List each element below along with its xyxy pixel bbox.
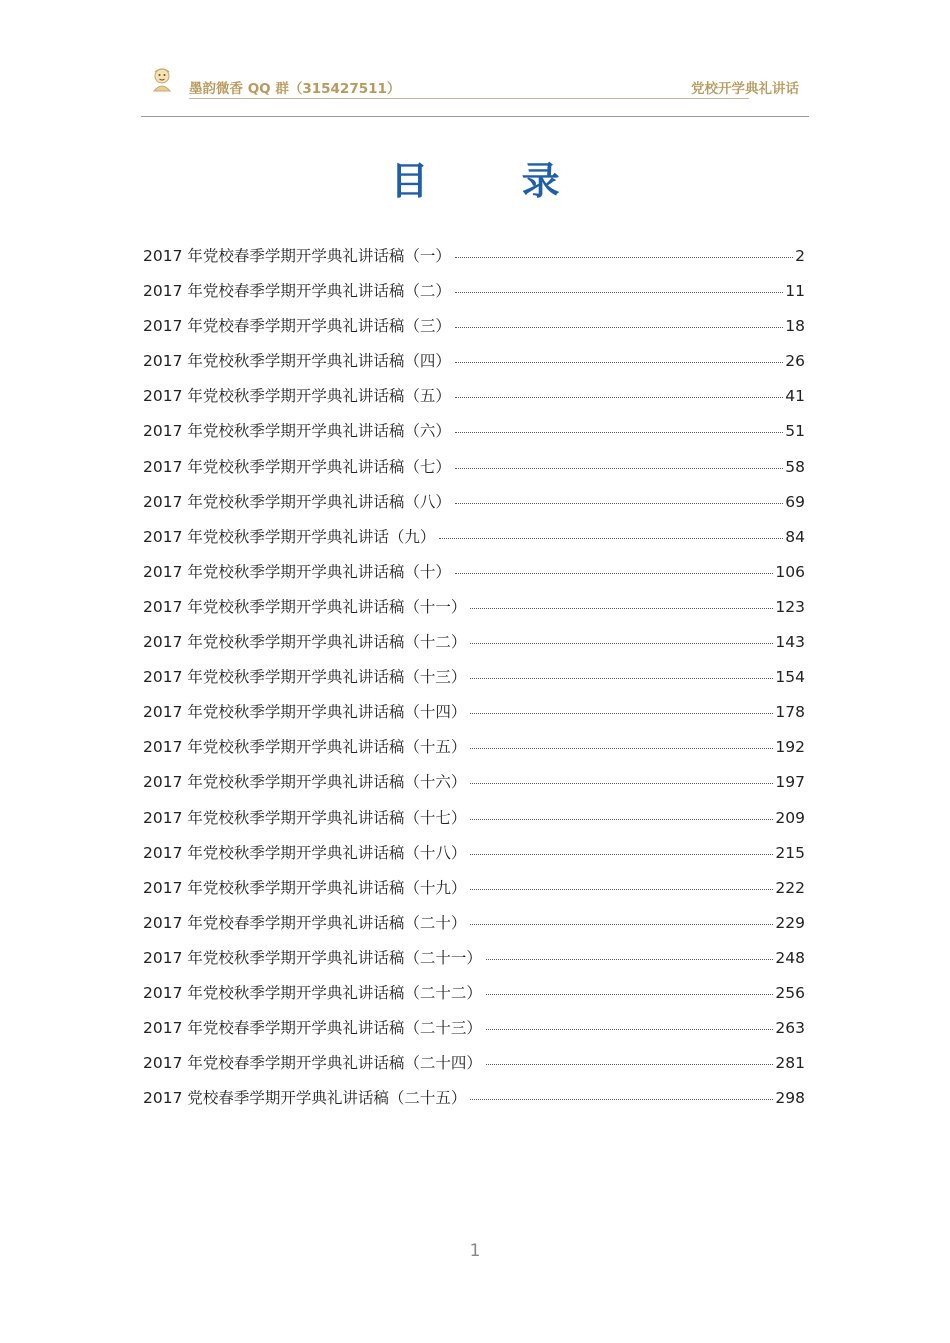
page-number: 1 — [469, 1241, 481, 1261]
toc-entry-page: 197 — [775, 773, 805, 792]
toc-entry-label: 2017 年党校春季学期开学典礼讲话稿（一） — [143, 247, 451, 265]
toc-entry-page: 41 — [785, 387, 805, 406]
brand-text: 墨韵微香 QQ 群（315427511） — [189, 81, 401, 97]
toc-entry-page: 11 — [785, 282, 805, 301]
dot-leader — [470, 608, 773, 609]
toc-entry-page: 26 — [785, 352, 805, 371]
toc-entry[interactable] — [143, 525, 805, 560]
toc-entry[interactable] — [143, 876, 805, 911]
dot-leader — [486, 959, 774, 960]
toc-entry[interactable] — [143, 560, 805, 595]
dot-leader — [455, 362, 783, 363]
toc-entry-page: 263 — [775, 1019, 805, 1038]
toc-entry[interactable] — [143, 806, 805, 841]
toc-entry[interactable] — [143, 595, 805, 630]
toc-entry[interactable] — [143, 981, 805, 1016]
toc-entry-label: 2017 年党校秋季学期开学典礼讲话稿（五） — [143, 387, 451, 406]
dot-leader — [470, 889, 773, 890]
dot-leader — [455, 503, 783, 504]
toc-entry-label: 2017 年党校秋季学期开学典礼讲话稿（十九） — [143, 878, 467, 897]
toc-entry-label: 2017 年党校秋季学期开学典礼讲话稿（十八） — [143, 843, 467, 862]
toc-entry-page: 154 — [775, 668, 805, 687]
toc-entry[interactable] — [143, 384, 805, 419]
toc-entry[interactable] — [143, 665, 805, 700]
dot-leader — [470, 713, 773, 714]
toc-entry-label: 2017 年党校秋季学期开学典礼讲话稿（十三） — [143, 668, 467, 687]
toc-entry-label: 2017 年党校秋季学期开学典礼讲话稿（十一） — [143, 597, 467, 616]
toc-entry-label: 2017 年党校秋季学期开学典礼讲话稿（十七） — [143, 808, 467, 827]
toc-entry-label: 2017 年党校秋季学期开学典礼讲话（九） — [143, 527, 436, 546]
toc-entry-page: 69 — [785, 492, 805, 511]
toc-title: 目 录 — [390, 159, 600, 203]
toc-entry-label: 2017 年党校春季学期开学典礼讲话稿（二） — [143, 282, 451, 301]
toc-entry-page: 222 — [775, 878, 805, 897]
dot-leader — [486, 1064, 774, 1065]
toc-entry[interactable] — [143, 735, 805, 770]
toc-entry-label: 2017 年党校秋季学期开学典礼讲话稿（七） — [143, 457, 451, 476]
toc-entry-page: 215 — [775, 843, 805, 862]
toc-entry-label: 2017 年党校秋季学期开学典礼讲话稿（二十二） — [143, 983, 482, 1002]
dot-leader — [470, 643, 773, 644]
dot-leader — [470, 924, 773, 925]
toc-entry-page: 18 — [785, 317, 805, 336]
dot-leader — [486, 994, 774, 995]
toc-entry-page: 58 — [785, 457, 805, 476]
header-brand — [189, 77, 749, 99]
dot-leader — [470, 783, 773, 784]
toc-entry-label: 2017 年党校春季学期开学典礼讲话稿（三） — [143, 317, 451, 336]
toc-entry[interactable] — [143, 1051, 805, 1086]
dot-leader — [470, 748, 773, 749]
toc-entry[interactable] — [143, 419, 805, 454]
toc-entry[interactable] — [143, 1016, 805, 1051]
toc-entry-page: 229 — [775, 913, 805, 932]
toc-entry-page: 143 — [775, 633, 805, 652]
toc-entry-label: 2017 年党校秋季学期开学典礼讲话稿（十） — [143, 562, 451, 581]
toc-entry-label: 2017 年党校秋季学期开学典礼讲话稿（十六） — [143, 773, 467, 792]
toc-entry[interactable] — [143, 349, 805, 384]
header-document-name: 党校开学典礼讲话 — [691, 81, 799, 97]
mascot-icon — [149, 66, 175, 92]
dot-leader — [455, 257, 793, 258]
toc-entry-label: 2017 年党校春季学期开学典礼讲话稿（二十三） — [143, 1019, 482, 1038]
dot-leader — [470, 1099, 773, 1100]
dot-leader — [455, 292, 783, 293]
toc-entry-label: 2017 年党校秋季学期开学典礼讲话稿（十五） — [143, 738, 467, 757]
toc-entry[interactable] — [143, 455, 805, 490]
toc-entry[interactable] — [143, 630, 805, 665]
toc-entry-page: 84 — [785, 527, 805, 546]
dot-leader — [470, 819, 773, 820]
toc-entry-page: 178 — [775, 703, 805, 722]
toc-entry-page: 106 — [775, 562, 805, 581]
toc-entry-label: 2017 年党校春季学期开学典礼讲话稿（二十四） — [143, 1054, 482, 1073]
page-header — [141, 64, 809, 117]
toc-entry[interactable] — [143, 841, 805, 876]
toc-entry-label: 2017 年党校秋季学期开学典礼讲话稿（十四） — [143, 703, 467, 722]
toc-entry-page: 192 — [775, 738, 805, 757]
toc-entry[interactable] — [143, 911, 805, 946]
toc-entry-label: 2017 年党校秋季学期开学典礼讲话稿（二十一） — [143, 948, 482, 967]
toc-entry-page: 209 — [775, 808, 805, 827]
toc-entry-label: 2017 年党校秋季学期开学典礼讲话稿（十二） — [143, 633, 467, 652]
toc-entry[interactable] — [143, 770, 805, 805]
toc-entry-label: 2017 年党校春季学期开学典礼讲话稿（二十） — [143, 913, 467, 932]
toc-entry[interactable] — [143, 314, 805, 349]
dot-leader — [470, 854, 773, 855]
dot-leader — [486, 1029, 774, 1030]
dot-leader — [470, 678, 773, 679]
toc-entry[interactable] — [143, 1086, 805, 1121]
dot-leader — [455, 327, 783, 328]
dot-leader — [455, 432, 783, 433]
toc-entry-page: 281 — [775, 1054, 805, 1073]
toc-entry-page: 298 — [775, 1089, 805, 1108]
toc-entry-label: 2017 年党校秋季学期开学典礼讲话稿（四） — [143, 352, 451, 371]
toc-entry[interactable] — [143, 490, 805, 525]
dot-leader — [455, 397, 783, 398]
toc-entry-page: 2 — [795, 247, 805, 265]
toc-entry-page: 51 — [785, 422, 805, 441]
toc-entry-label: 2017 党校春季学期开学典礼讲话稿（二十五） — [143, 1089, 467, 1108]
toc-entry-label: 2017 年党校秋季学期开学典礼讲话稿（六） — [143, 422, 451, 441]
toc-entry[interactable] — [143, 279, 805, 314]
toc-entry-page: 248 — [775, 948, 805, 967]
toc-entry[interactable] — [143, 244, 805, 279]
dot-leader — [439, 538, 783, 539]
table-of-contents — [143, 244, 805, 1121]
toc-entry-label: 2017 年党校秋季学期开学典礼讲话稿（八） — [143, 492, 451, 511]
toc-entry-page: 256 — [775, 983, 805, 1002]
toc-entry[interactable] — [143, 700, 805, 735]
dot-leader — [455, 573, 774, 574]
toc-entry-page: 123 — [775, 597, 805, 616]
dot-leader — [455, 468, 783, 469]
toc-entry[interactable] — [143, 946, 805, 981]
